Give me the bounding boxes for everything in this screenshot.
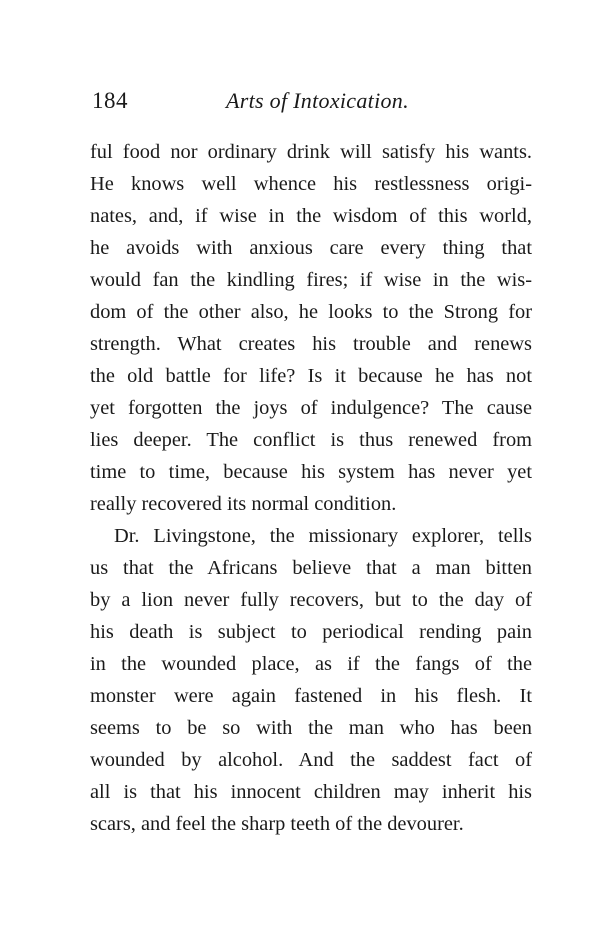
- running-title: Arts of Intoxication.: [226, 88, 409, 113]
- text-line: yet forgotten the joys of indulgence? The cause: [90, 397, 532, 419]
- text-line: time to time, because his system has never yet: [90, 461, 532, 483]
- text-line: strength. What creates his trouble and renews: [90, 333, 532, 355]
- text-line: ful food nor ordinary drink will satisfy his wants.: [90, 141, 532, 163]
- text-line: he avoids with anxious care every thing that: [90, 237, 532, 259]
- text-line: really recovered its normal condition.: [90, 493, 397, 515]
- text-line: the old battle for life? Is it because he has not: [90, 365, 532, 387]
- text-line: lies deeper. The conflict is thus renewed from: [90, 429, 532, 451]
- text-line: all is that his innocent children may inherit his: [90, 781, 532, 803]
- text-line: in the wounded place, as if the fangs of the: [90, 653, 532, 675]
- text-line: monster were again fastened in his flesh. It: [90, 685, 532, 707]
- text-line: Dr. Livingstone, the missionary explorer, tells: [114, 525, 532, 547]
- paragraph-1: [90, 136, 532, 520]
- text-line: wounded by alcohol. And the saddest fact of: [90, 749, 532, 771]
- text-line: his death is subject to periodical rending pain: [90, 621, 532, 643]
- text-line: scars, and feel the sharp teeth of the devourer.: [90, 813, 464, 835]
- text-line: dom of the other also, he looks to the Strong for: [90, 301, 532, 323]
- page-number: 184: [92, 88, 128, 113]
- text-line: by a lion never fully recovers, but to the day of: [90, 589, 532, 611]
- text-line: would fan the kindling fires; if wise in the wis-: [90, 269, 532, 291]
- text-line: nates, and, if wise in the wisdom of this world,: [90, 205, 532, 227]
- text-line: He knows well whence his restlessness origi-: [90, 173, 532, 195]
- body-text: [90, 136, 532, 840]
- paragraph-2: [90, 520, 532, 840]
- text-line: seems to be so with the man who has been: [90, 717, 532, 739]
- page-header: [92, 88, 532, 118]
- text-line: us that the Africans believe that a man bitten: [90, 557, 532, 579]
